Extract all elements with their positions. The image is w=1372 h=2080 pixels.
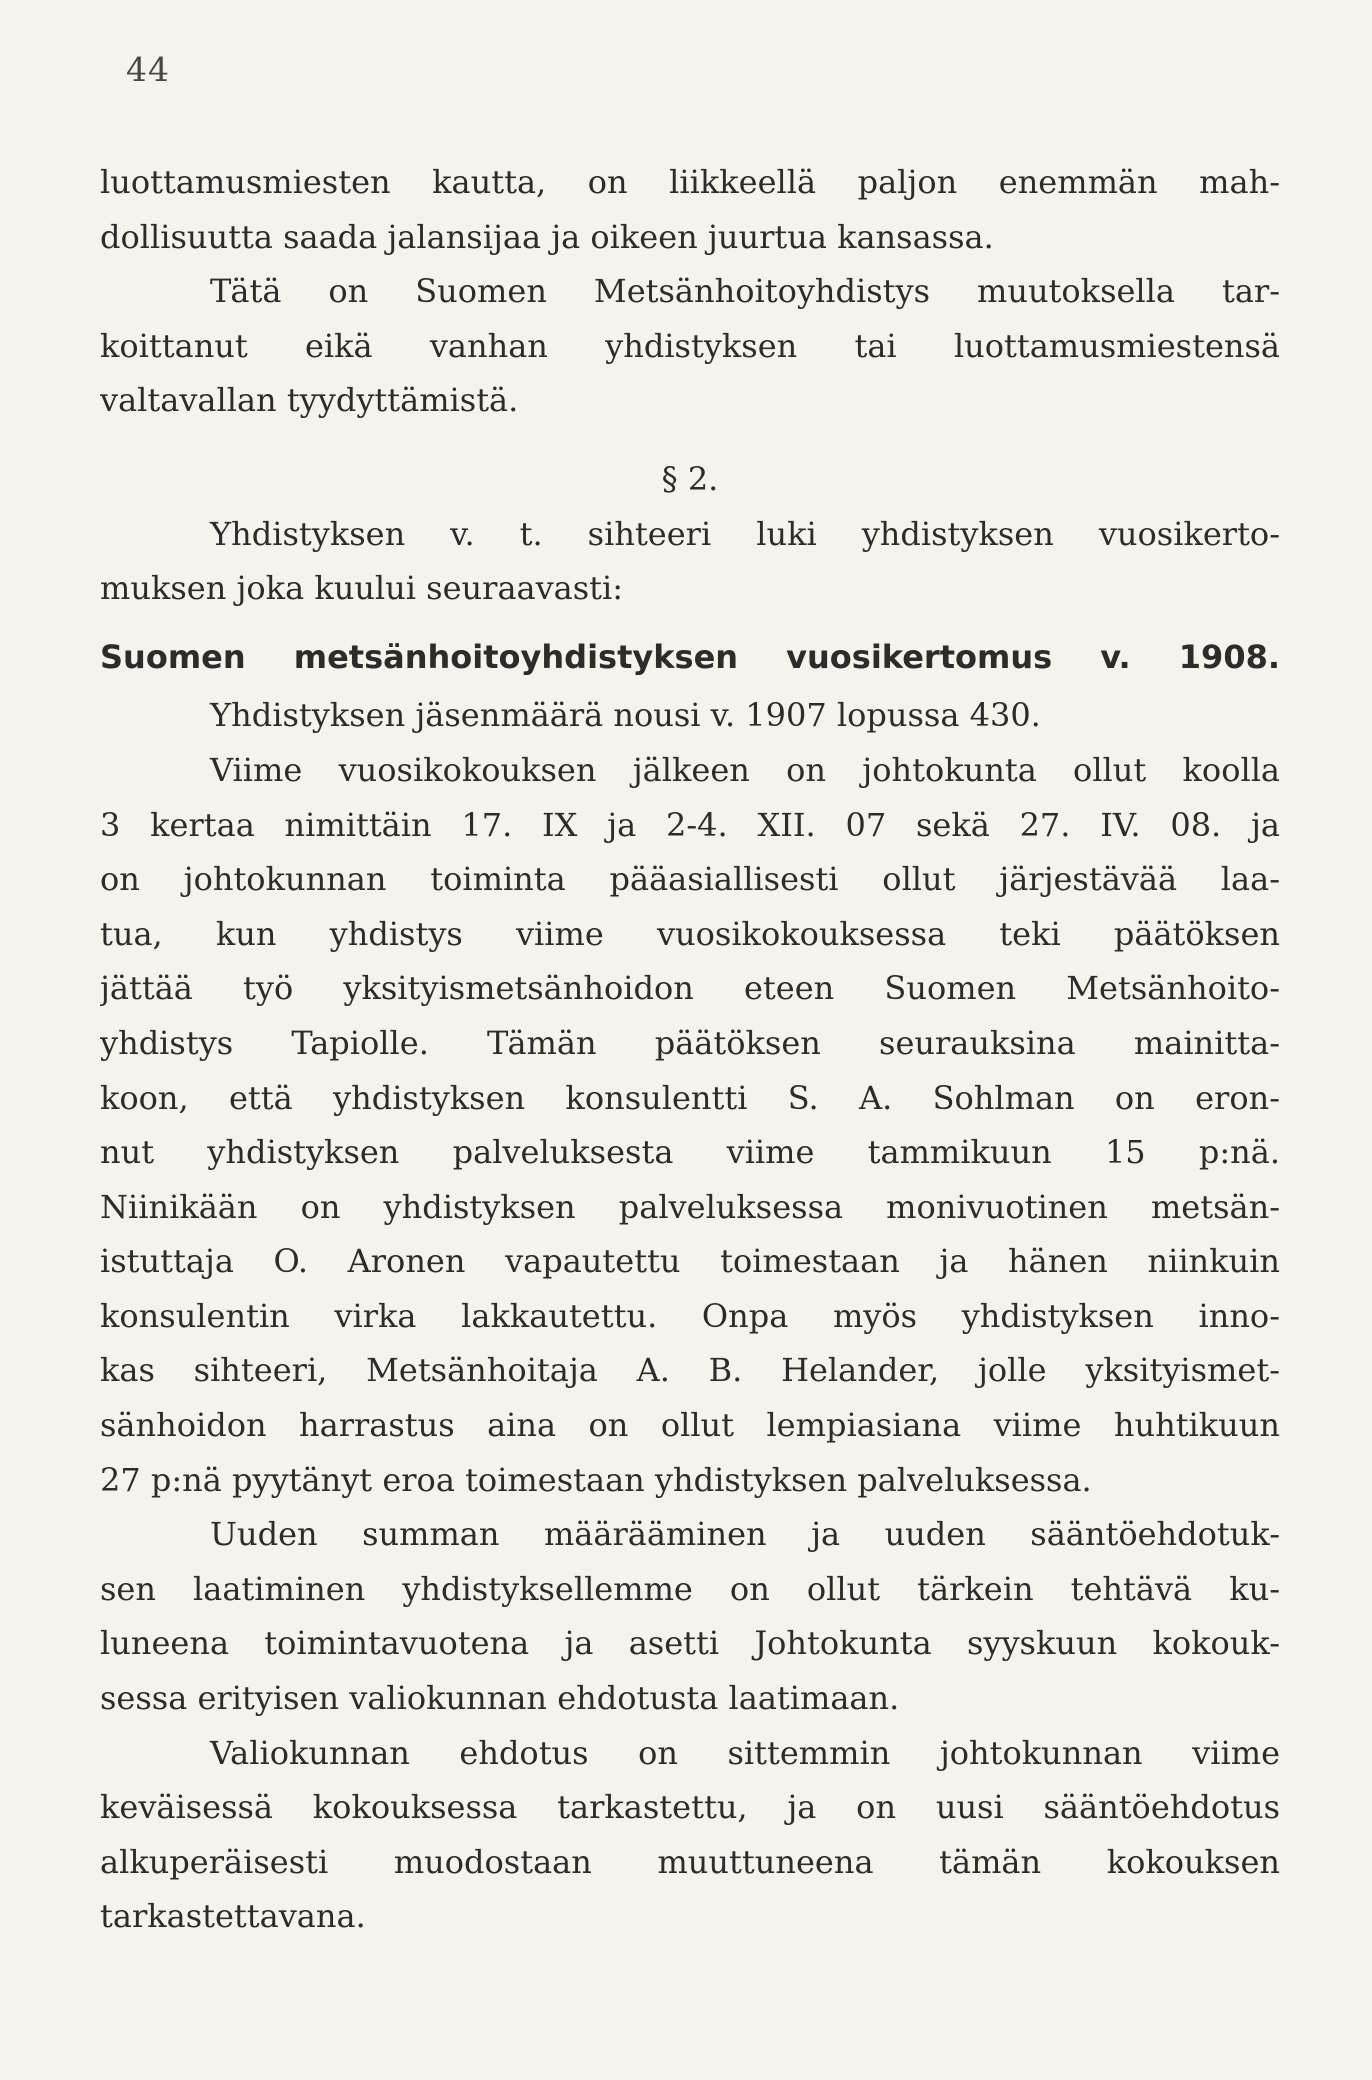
report-heading: Suomen metsänhoitoyhdistyksen vuosikertomus v. 1908. xyxy=(100,637,1280,676)
text-line: koittanut eikä vanhan yhdistyksen tai luottamusmiestensä xyxy=(100,326,1280,365)
text-line: Valiokunnan ehdotus on sittemmin johtokunnan viime xyxy=(210,1733,1280,1772)
text-line: koon, että yhdistyksen konsulentti S. A. Sohlman on eron- xyxy=(100,1078,1280,1117)
text-line: Yhdistyksen jäsenmäärä nousi v. 1907 lopussa 430. xyxy=(210,696,1041,735)
text-line: keväisessä kokouksessa tarkastettu, ja on uusi sääntöehdotus xyxy=(100,1788,1280,1827)
text-line: tarkastettavana. xyxy=(100,1897,366,1936)
text-line: alkuperäisesti muodostaan muuttuneena tämän kokouksen xyxy=(100,1842,1280,1881)
text-line: valtavallan tyydyttämistä. xyxy=(100,381,519,420)
text-line: dollisuutta saada jalansijaa ja oikeen juurtua kansassa. xyxy=(100,217,994,256)
section-marker: § 2. xyxy=(661,459,719,498)
text-line: istuttaja O. Aronen vapautettu toimestaan ja hänen niinkuin xyxy=(100,1242,1280,1281)
text-line: Tätä on Suomen Metsänhoitoyhdistys muutoksella tar- xyxy=(210,272,1280,311)
text-line: Uuden summan määrääminen ja uuden sääntöehdotuk- xyxy=(210,1515,1280,1554)
text-line: jättää työ yksityismetsänhoidon eteen Suomen Metsänhoito- xyxy=(100,969,1280,1008)
text-line: yhdistys Tapiolle. Tämän päätöksen seurauksina mainitta- xyxy=(100,1023,1280,1062)
text-line: 27 p:nä pyytänyt eroa toimestaan yhdistyksen palveluksessa. xyxy=(100,1460,1092,1499)
text-line: sen laatiminen yhdistyksellemme on ollut tärkein tehtävä ku- xyxy=(100,1569,1280,1608)
text-line: sänhoidon harrastus aina on ollut lempiasiana viime huhtikuun xyxy=(100,1406,1280,1445)
text-line: sessa erityisen valiokunnan ehdotusta laatimaan. xyxy=(100,1679,900,1718)
text-line: Yhdistyksen v. t. sihteeri luki yhdistyksen vuosikerto- xyxy=(210,514,1280,553)
page-number: 44 xyxy=(126,50,170,89)
text-line: Viime vuosikokouksen jälkeen on johtokunta ollut koolla xyxy=(210,750,1280,789)
body-text xyxy=(100,155,1280,1944)
text-line: konsulentin virka lakkautettu. Onpa myös yhdistyksen inno- xyxy=(100,1296,1280,1335)
text-line: muksen joka kuului seuraavasti: xyxy=(100,569,624,608)
text-line: Niinikään on yhdistyksen palveluksessa monivuotinen metsän- xyxy=(100,1187,1280,1226)
text-line: on johtokunnan toiminta pääasiallisesti ollut järjestävää laa- xyxy=(100,860,1280,899)
text-line: luottamusmiesten kautta, on liikkeellä paljon enemmän mah- xyxy=(100,163,1280,201)
text-line: 3 kertaa nimittäin 17. IX ja 2-4. XII. 07 sekä 27. IV. 08. ja xyxy=(100,805,1280,844)
text-line: luneena toimintavuotena ja asetti Johtokunta syyskuun kokouk- xyxy=(100,1624,1280,1663)
text-line: kas sihteeri, Metsänhoitaja A. B. Helander, jolle yksityismet- xyxy=(100,1351,1280,1390)
text-line: nut yhdistyksen palveluksesta viime tammikuun 15 p:nä. xyxy=(100,1133,1280,1172)
text-line: tua, kun yhdistys viime vuosikokouksessa teki päätöksen xyxy=(100,914,1280,953)
